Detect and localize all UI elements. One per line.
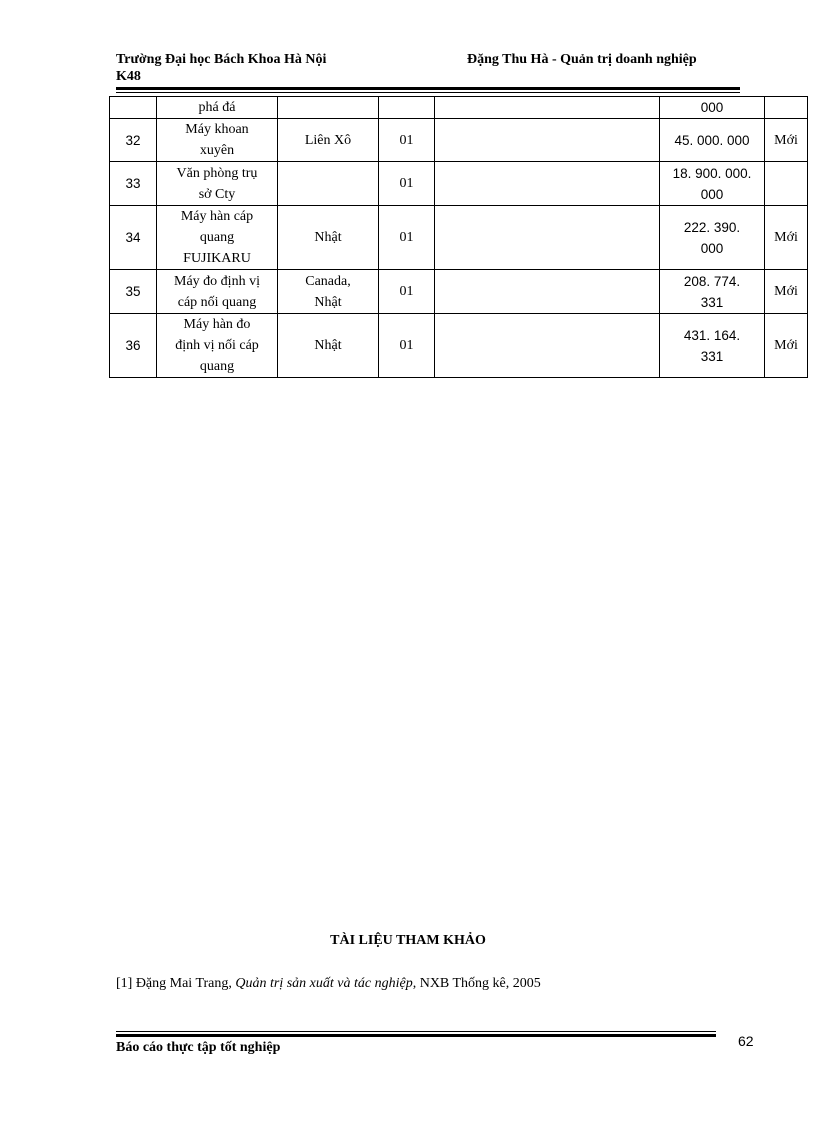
- cell-blank: [435, 97, 660, 119]
- cell-origin-line: Nhật: [314, 294, 342, 310]
- header-author: Đặng Thu Hà - Quản trị doanh nghiệp: [467, 52, 697, 67]
- cell-equipment-name-line: xuyên: [199, 143, 235, 158]
- cell-value-line: 222. 390.: [683, 219, 741, 235]
- cell-stt: 35: [110, 270, 157, 314]
- page-number: 62: [738, 1033, 754, 1049]
- cell-blank: [435, 119, 660, 162]
- cell-quantity: 01: [379, 119, 435, 162]
- cell-value: [660, 206, 765, 270]
- cell-equipment-name: [157, 119, 278, 162]
- table-row: [110, 119, 808, 162]
- cell-value-line: 18. 900. 000.: [672, 165, 752, 181]
- cell-value-line: 208. 774.: [683, 273, 741, 289]
- header-class: K48: [116, 69, 141, 84]
- header-rule-thin: [116, 92, 740, 93]
- cell-value-line: 000: [700, 100, 724, 115]
- cell-value-line: 45. 000. 000: [674, 132, 750, 148]
- cell-value: [660, 97, 765, 119]
- cell-value: [660, 162, 765, 206]
- cell-status: [765, 162, 808, 206]
- cell-blank: [435, 206, 660, 270]
- table-row: [110, 162, 808, 206]
- footer-rule-thin: [116, 1031, 716, 1032]
- cell-equipment-name: [157, 162, 278, 206]
- cell-equipment-name: [157, 270, 278, 314]
- reference-publisher: , NXB Thống kê, 2005: [412, 976, 541, 991]
- cell-quantity: 01: [379, 314, 435, 378]
- reference-author: [1] Đặng Mai Trang,: [116, 976, 236, 991]
- cell-origin-line: Nhật: [314, 230, 342, 245]
- cell-stt: 34: [110, 206, 157, 270]
- cell-stt: 36: [110, 314, 157, 378]
- cell-equipment-name-line: FUJIKARU: [183, 251, 251, 266]
- cell-value: [660, 270, 765, 314]
- footer-rule-thick: [116, 1034, 716, 1037]
- cell-origin: [278, 119, 379, 162]
- cell-value: [660, 119, 765, 162]
- cell-value-line: 431. 164.: [683, 327, 741, 343]
- cell-quantity: 01: [379, 270, 435, 314]
- header-school: [116, 51, 326, 85]
- cell-origin: [278, 206, 379, 270]
- cell-equipment-name-line: Máy đo định vị: [174, 273, 260, 289]
- reference-item: [116, 976, 541, 992]
- cell-equipment-name-line: quang: [199, 230, 235, 245]
- cell-equipment-name-line: Văn phòng trụ: [176, 165, 258, 181]
- equipment-table-body: [110, 97, 808, 378]
- cell-status: [765, 97, 808, 119]
- header-rule-thick: [116, 87, 740, 90]
- cell-value-line: 000: [700, 186, 724, 202]
- cell-status: Mới: [765, 314, 808, 378]
- cell-equipment-name-line: Máy khoan: [185, 122, 249, 137]
- cell-blank: [435, 270, 660, 314]
- reference-book-title: Quản trị sản xuất và tác nghiệp: [235, 976, 413, 991]
- cell-quantity: 01: [379, 162, 435, 206]
- cell-origin-line: Canada,: [305, 273, 351, 289]
- cell-value-line: 000: [700, 240, 724, 256]
- table-row: [110, 206, 808, 270]
- cell-equipment-name: [157, 314, 278, 378]
- cell-origin: [278, 314, 379, 378]
- cell-value: [660, 314, 765, 378]
- table-row: [110, 270, 808, 314]
- table-row: [110, 97, 808, 119]
- cell-equipment-name-line: sở Cty: [198, 186, 236, 202]
- table-row: [110, 314, 808, 378]
- cell-value-line: 331: [700, 294, 724, 310]
- cell-origin: [278, 162, 379, 206]
- references-title: TÀI LIỆU THAM KHẢO: [330, 933, 486, 948]
- cell-equipment-name: [157, 97, 278, 119]
- cell-quantity: [379, 97, 435, 119]
- cell-status: Mới: [765, 270, 808, 314]
- cell-origin-line: Liên Xô: [304, 132, 352, 148]
- cell-equipment-name: [157, 206, 278, 270]
- cell-stt: [110, 97, 157, 119]
- cell-value-line: 331: [700, 348, 724, 364]
- cell-equipment-name-line: định vị nối cáp: [175, 338, 259, 353]
- header-school-name: Trường Đại học Bách Khoa Hà Nội: [116, 52, 327, 67]
- cell-stt: 32: [110, 119, 157, 162]
- cell-blank: [435, 162, 660, 206]
- cell-stt: 33: [110, 162, 157, 206]
- equipment-table: [109, 96, 808, 378]
- cell-equipment-name-line: cáp nối quang: [177, 294, 257, 310]
- cell-quantity: 01: [379, 206, 435, 270]
- cell-origin: [278, 97, 379, 119]
- cell-equipment-name-line: Máy hàn đo: [183, 317, 251, 332]
- cell-equipment-name-line: phá đá: [198, 100, 236, 115]
- cell-status: Mới: [765, 206, 808, 270]
- cell-status: Mới: [765, 119, 808, 162]
- cell-blank: [435, 314, 660, 378]
- cell-equipment-name-line: Máy hàn cáp: [180, 209, 254, 224]
- cell-equipment-name-line: quang: [199, 359, 235, 374]
- footer-report-title: Báo cáo thực tập tốt nghiệp: [116, 1040, 281, 1055]
- cell-origin: [278, 270, 379, 314]
- cell-origin-line: Nhật: [314, 338, 342, 353]
